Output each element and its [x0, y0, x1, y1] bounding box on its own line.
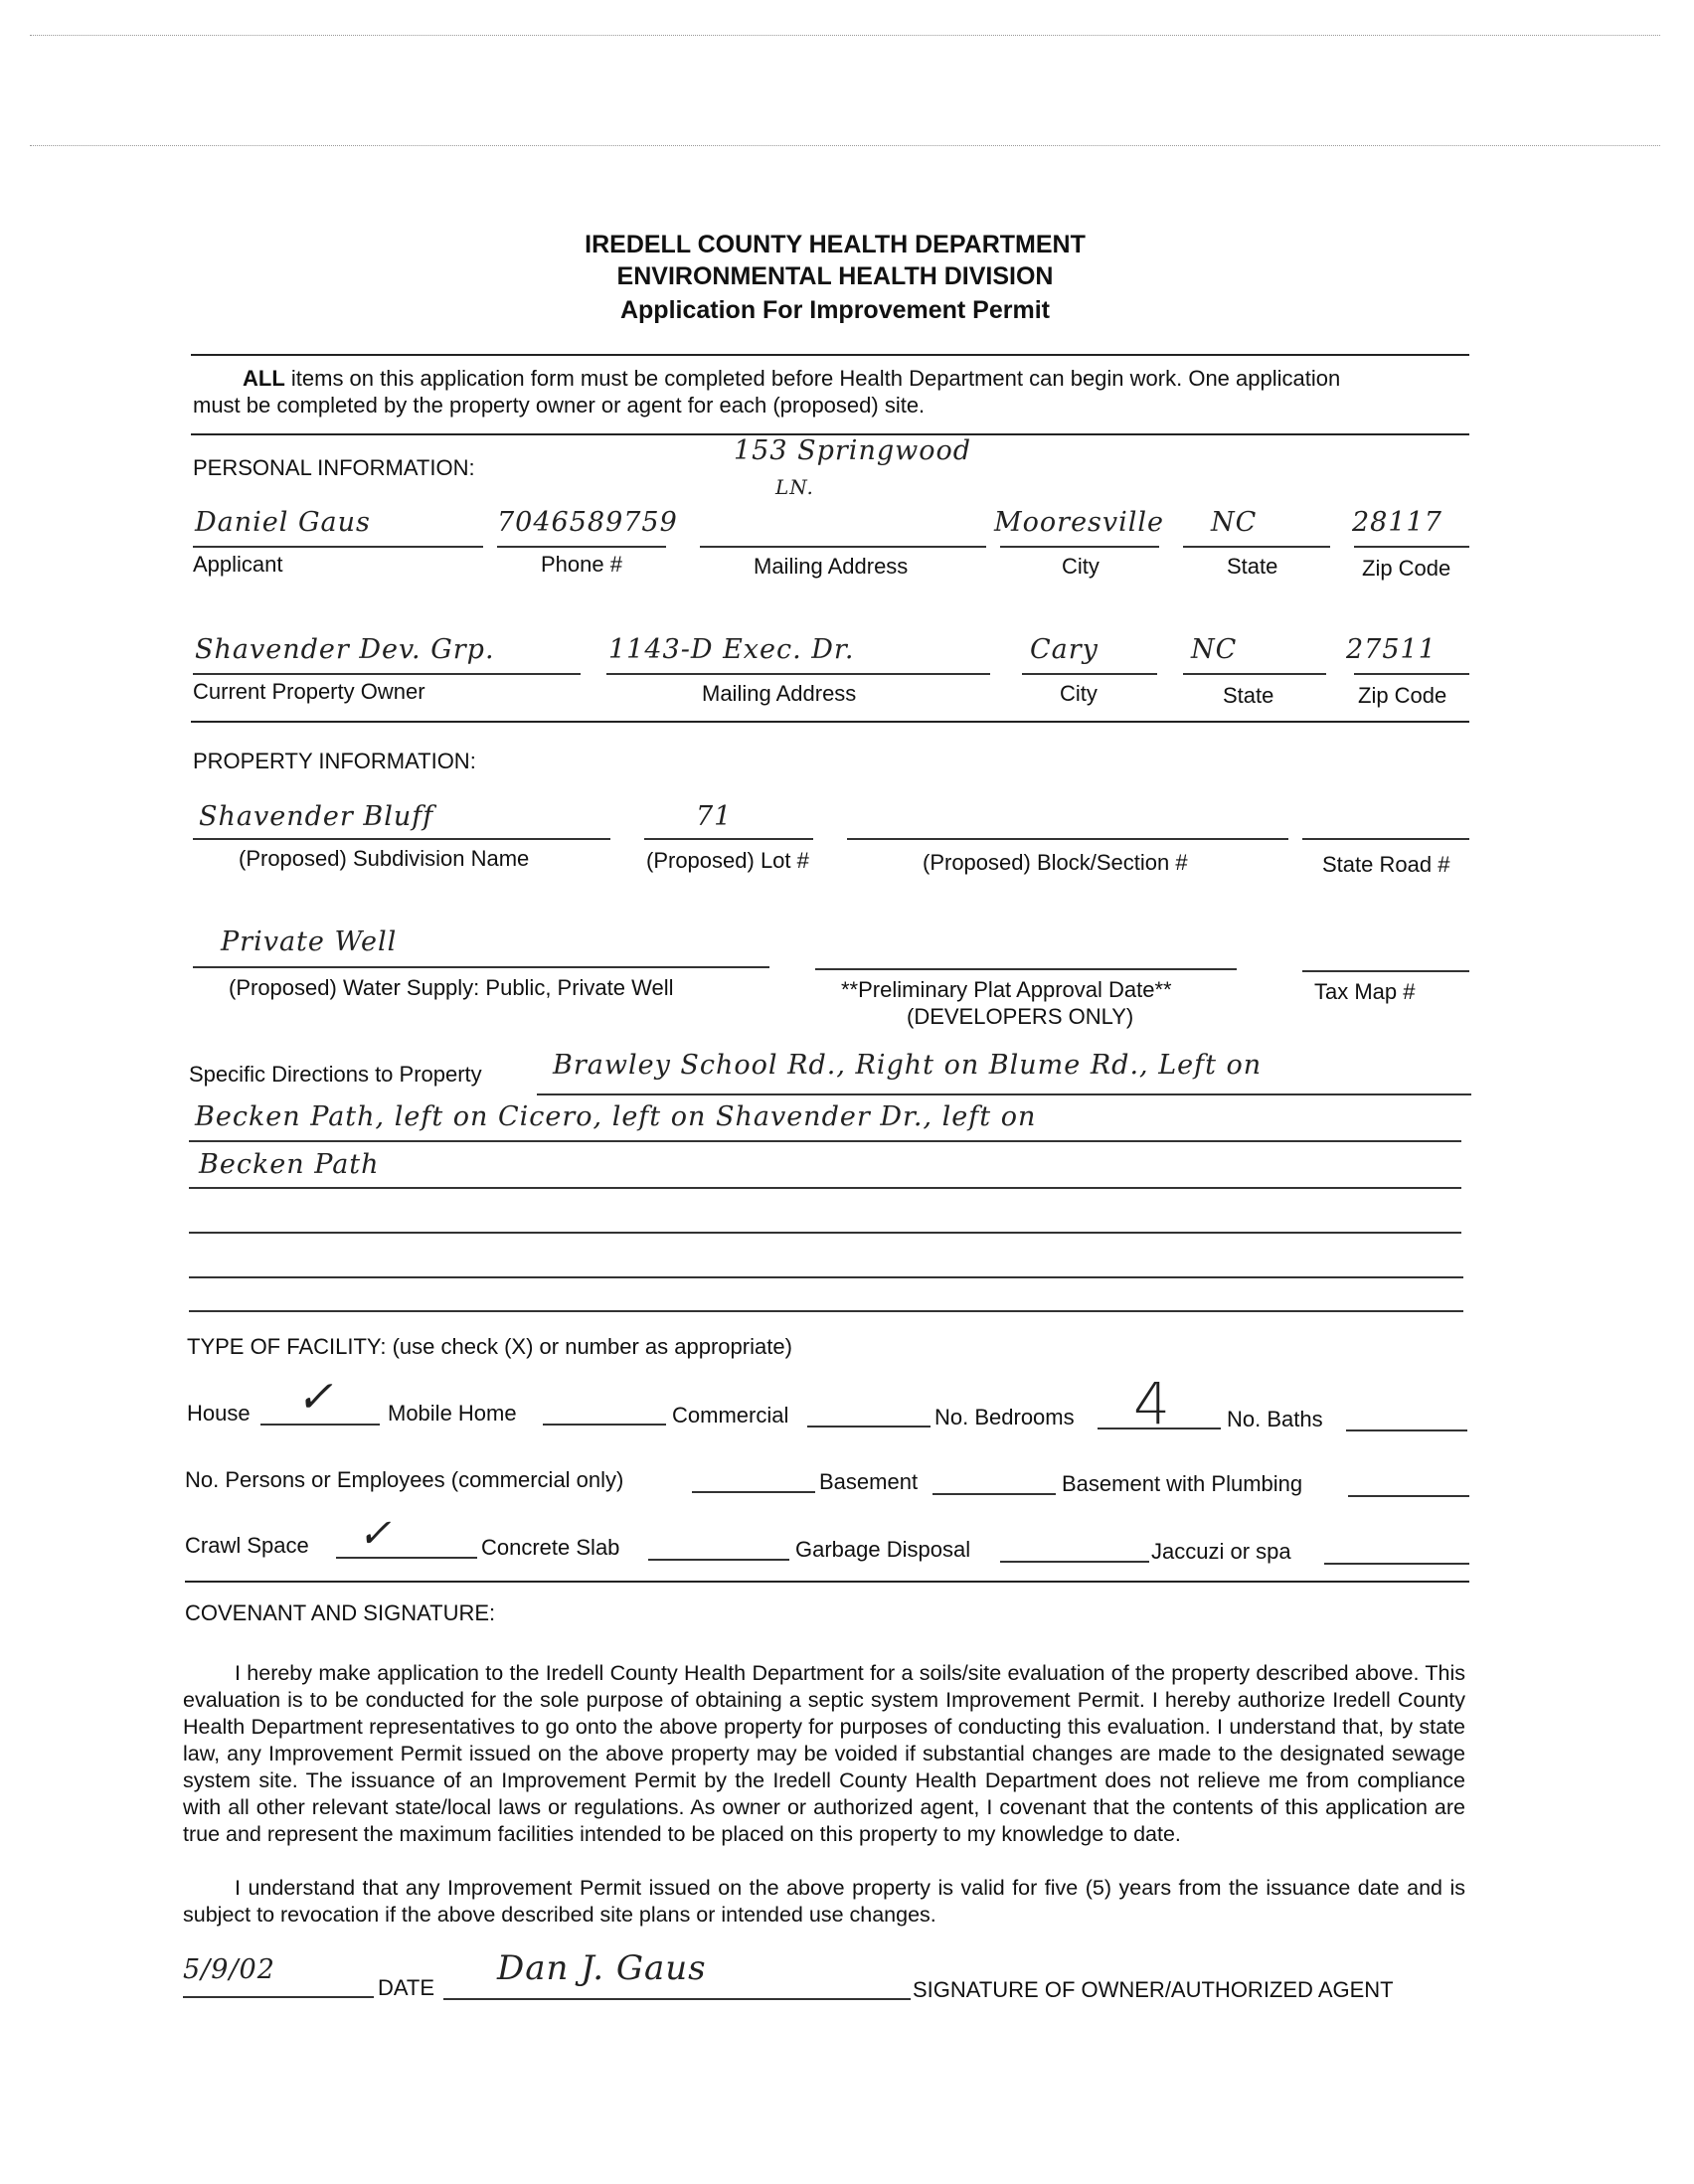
applicant-mailing-value-2[interactable]: LN. [775, 475, 814, 499]
basement-plumbing-label: Basement with Plumbing [1062, 1471, 1303, 1496]
taxmap-line [1302, 970, 1469, 972]
block-label: (Proposed) Block/Section # [923, 850, 1188, 875]
directions-rule [189, 1187, 1461, 1189]
directions-rule [537, 1093, 1471, 1095]
disposal-line [1000, 1561, 1149, 1563]
owner-mailing-label: Mailing Address [702, 681, 857, 706]
directions-line-2[interactable]: Becken Path, left on Cicero, left on Shavender Dr., left on [195, 1101, 1037, 1132]
basement-label: Basement [819, 1469, 919, 1494]
owner-mailing-value[interactable]: 1143-D Exec. Dr. [608, 634, 855, 665]
owner-value[interactable]: Shavender Dev. Grp. [195, 634, 495, 665]
baths-label: No. Baths [1227, 1407, 1323, 1431]
owner-state-line [1183, 673, 1326, 675]
applicant-line [193, 546, 483, 548]
scan-artifact [30, 35, 1660, 37]
water-supply-value[interactable]: Private Well [221, 926, 398, 957]
baths-line [1346, 1429, 1467, 1431]
date-line [183, 1996, 374, 1998]
phone-label: Phone # [541, 552, 622, 577]
covenant-paragraph-1: I hereby make application to the Iredell County Health Department for a soils/site evaluation of the property described above. This evaluation is to be conducted for the sole purpose of obtaining a septic system Improvement Permit. I hereby authorize Iredell County Health Department representatives to go onto the above property for purposes of conducting this evaluation. I understand that, by state law, any Improvement Permit issued on the above property may be voided if substantial changes are made to the designated sewage system site. The issuance of an Improvement Permit by the Iredell County Health Department does not relieve me from compliance with all other relevant state/local laws or regulations. As owner or authorized agent, I covenant that the contents of this application are true and represent the maximum facilities intended to be placed on this property to my knowledge to date. [183, 1661, 1465, 1846]
directions-label: Specific Directions to Property [189, 1062, 482, 1087]
slab-line [648, 1559, 789, 1561]
road-line [1302, 838, 1469, 840]
taxmap-label: Tax Map # [1314, 979, 1416, 1004]
road-label: State Road # [1322, 852, 1450, 877]
zip-label: Zip Code [1362, 556, 1451, 581]
owner-state-label: State [1223, 683, 1274, 708]
commercial-label: Commercial [672, 1403, 789, 1428]
jaccuzi-line [1324, 1563, 1469, 1565]
date-value[interactable]: 5/9/02 [183, 1954, 275, 1985]
personal-heading: PERSONAL INFORMATION: [193, 455, 475, 480]
applicant-label: Applicant [193, 552, 283, 577]
dept-title: IREDELL COUNTY HEALTH DEPARTMENT [585, 231, 1086, 258]
lot-line [644, 838, 813, 840]
covenant-heading: COVENANT AND SIGNATURE: [185, 1600, 496, 1625]
bedrooms-value[interactable]: 4 [1133, 1370, 1171, 1437]
basement-line [932, 1493, 1056, 1495]
persons-label: No. Persons or Employees (commercial only) [185, 1467, 624, 1492]
division-title: ENVIRONMENTAL HEALTH DIVISION [616, 262, 1054, 290]
mailing-label: Mailing Address [754, 554, 909, 579]
mobile-label: Mobile Home [388, 1401, 517, 1426]
crawl-label: Crawl Space [185, 1533, 309, 1558]
zip-value[interactable]: 28117 [1352, 507, 1442, 538]
signature-label: SIGNATURE OF OWNER/AUTHORIZED AGENT [913, 1977, 1394, 2002]
house-line [260, 1424, 380, 1426]
water-label: (Proposed) Water Supply: Public, Private Well [229, 975, 674, 1000]
house-check[interactable]: ✓ [296, 1372, 334, 1423]
intro-line1: items on this application form must be completed before Health Department can begin work. One application [284, 366, 1341, 391]
divider [185, 1581, 1469, 1583]
intro-text [243, 366, 1340, 392]
owner-zip-value[interactable]: 27511 [1346, 634, 1437, 665]
divider [191, 354, 1469, 356]
mailing-line [700, 546, 986, 548]
applicant-mailing-value-1[interactable]: 153 Springwood [734, 435, 972, 466]
persons-line [692, 1491, 815, 1493]
crawl-line [336, 1557, 477, 1559]
directions-rule [189, 1232, 1461, 1234]
owner-label: Current Property Owner [193, 679, 425, 704]
intro-bold: ALL [243, 366, 285, 391]
state-value[interactable]: NC [1211, 507, 1258, 538]
form-title: Application For Improvement Permit [619, 296, 1050, 324]
lot-value[interactable]: 71 [696, 801, 733, 832]
commercial-line [807, 1426, 931, 1428]
owner-mailing-line [606, 673, 990, 675]
directions-rule [189, 1140, 1461, 1142]
disposal-label: Garbage Disposal [795, 1537, 971, 1562]
facility-heading: TYPE OF FACILITY: (use check (X) or number as appropriate) [187, 1334, 792, 1359]
signature-line [443, 1998, 911, 2000]
applicant-value[interactable]: Daniel Gaus [195, 507, 371, 538]
directions-rule [189, 1310, 1463, 1312]
slab-label: Concrete Slab [481, 1535, 620, 1560]
jaccuzi-label: Jaccuzi or spa [1151, 1539, 1291, 1564]
covenant-paragraph-2: I understand that any Improvement Permit issued on the above property is valid for five (5) years from the issuance date and is subject to revocation if the above described site plans or intended use changes. [183, 1876, 1465, 1927]
plat-label: **Preliminary Plat Approval Date** [841, 977, 1172, 1002]
subdivision-line [193, 838, 610, 840]
property-heading: PROPERTY INFORMATION: [193, 749, 476, 773]
owner-zip-label: Zip Code [1358, 683, 1447, 708]
city-line [1000, 546, 1159, 548]
plat-label-2: (DEVELOPERS ONLY) [907, 1004, 1134, 1029]
city-value[interactable]: Mooresville [994, 507, 1165, 538]
phone-line [497, 546, 666, 548]
plat-line [815, 968, 1237, 970]
divider [191, 721, 1469, 723]
owner-line [193, 673, 581, 675]
intro-line2: must be completed by the property owner or agent for each (proposed) site. [193, 393, 926, 418]
owner-city-line [1022, 673, 1157, 675]
basement-plumbing-line [1348, 1495, 1469, 1497]
water-line [193, 966, 769, 968]
zip-line [1354, 546, 1469, 548]
date-label: DATE [378, 1975, 435, 2000]
directions-rule [189, 1276, 1463, 1278]
house-label: House [187, 1401, 251, 1426]
directions-line-3[interactable]: Becken Path [199, 1149, 380, 1180]
mobile-line [543, 1424, 666, 1426]
owner-city-label: City [1060, 681, 1098, 706]
owner-zip-line [1354, 673, 1469, 675]
state-label: State [1227, 554, 1278, 579]
crawl-check[interactable]: ✓ [358, 1511, 393, 1557]
state-line [1183, 546, 1330, 548]
owner-state-value[interactable]: NC [1191, 634, 1238, 665]
signature[interactable]: Dan J. Gaus [497, 1948, 707, 1988]
owner-city-value[interactable]: Cary [1030, 634, 1099, 665]
city-label: City [1062, 554, 1100, 579]
block-line [847, 838, 1288, 840]
lot-label: (Proposed) Lot # [646, 848, 809, 873]
phone-value[interactable]: 7046589759 [497, 507, 678, 538]
directions-line-1[interactable]: Brawley School Rd., Right on Blume Rd., Left on [553, 1050, 1263, 1081]
subdivision-label: (Proposed) Subdivision Name [239, 846, 530, 871]
subdivision-value[interactable]: Shavender Bluff [199, 801, 434, 832]
bedrooms-label: No. Bedrooms [934, 1405, 1075, 1429]
scan-artifact [30, 145, 1660, 147]
